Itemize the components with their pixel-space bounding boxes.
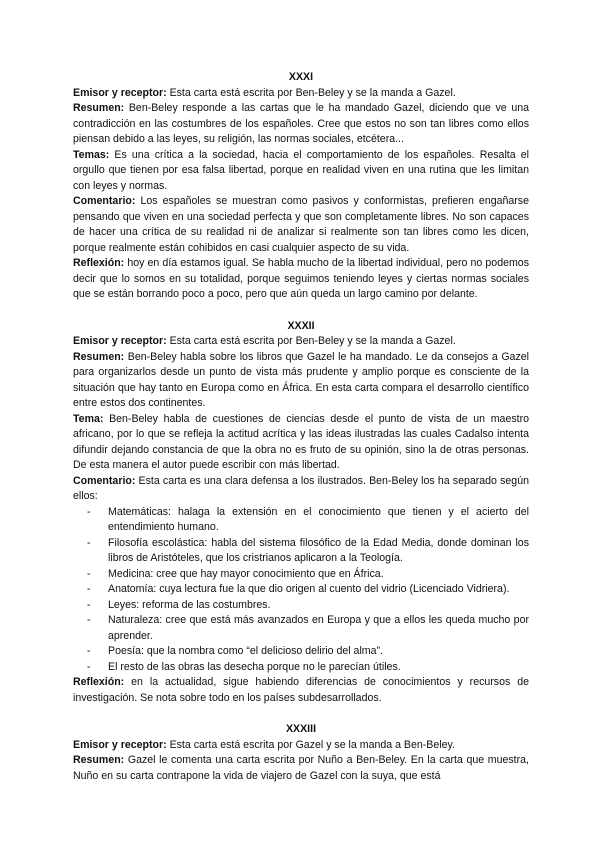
letter-section: Emisor y receptor: Esta carta está escrita por Ben-Beley y se la manda a Gazel. — [73, 86, 456, 99]
list-item: - Leyes: reforma de las costumbres. — [108, 598, 529, 614]
letter-title: XXXI — [288, 71, 314, 83]
list-item: - Filosofía escolástica: habla del sistema filosófico de la Edad Media, donde dominan los libros de Aristóteles, que los cristrianos aplicaron a la Teología. — [108, 536, 529, 567]
letter-section: Emisor y receptor: Esta carta está escrita por Gazel y se la manda a Ben-Beley. — [73, 738, 455, 751]
letter-section: Comentario: Esta carta es una clara defensa a los ilustrados. Ben-Beley los ha separado según ellos: — [73, 474, 529, 502]
letter-title: XXXII — [287, 319, 315, 332]
letter-section: Resumen: Gazel le comenta una carta escrita por Nuño a Ben-Beley. En la carta que muestra, Nuño en su carta contrapone la vida de viajero de Gazel con la suya, que está — [73, 754, 529, 782]
list-item: - Matemáticas: halaga la extensión en el conocimiento que tienen y el acierto del entendimiento humano. — [108, 505, 529, 536]
letter-section: Temas: Es una crítica a la sociedad, hacia el comportamiento de los españoles. Resalta el orgullo que tienen por esa falsa libertad, porque en realidad viven en una rutina que les limitan con leyes y normas. — [73, 148, 529, 192]
list-item: - Naturaleza: cree que está más avanzados en Europa y que a ellos les queda mucho por aprender. — [108, 613, 529, 644]
letter-section: Emisor y receptor: Esta carta está escrita por Ben-Beley y se la manda a Gazel. — [73, 335, 456, 347]
list-item: - El resto de las obras las desecha porque no le parecían útiles. — [108, 660, 529, 676]
list-item: - Medicina: cree que hay mayor conocimiento que en África. — [108, 567, 529, 583]
letter-section: Reflexión: hoy en día estamos igual. Se habla mucho de la libertad individual, pero no podemos decir que lo somos en su totalidad, porque seguimos teniendo leyes y ciertas normas sociales que se están borrando poco a poco, pero que aún queda un largo camino por delante. — [73, 257, 529, 300]
list-item: - Poesía: que la nombra como “el delicioso delirio del alma”. — [108, 644, 529, 660]
letter-section: Resumen: Ben-Beley responde a las cartas que le ha mandado Gazel, diciendo que ve una contradicción en las costumbres de los españoles. Cree que estos no son tan libres como ellos piensan debido a las leyes, su religión, las normas sociales, etcétera... — [73, 102, 529, 145]
list-item: - Anatomía: cuya lectura fue la que dio origen al cuento del vidrio (Licenciado Vidriera). — [108, 582, 529, 598]
letter-section: Reflexión: en la actualidad, sigue habiendo diferencias de conocimientos y recursos de investigación. Se nota sobre todo en los países subdesarrollados. — [73, 676, 529, 704]
letter-section: Tema: Ben-Beley habla de cuestiones de ciencias desde el punto de vista de un maestro africano, por lo que se refleja la actitud acrítica y las ideas ilustradas las cuales Cadalso intenta difundir dejando constancia de que la obra no es fruto de su opinión, sino la de otras personas. De esta manera el autor puede escribir con más libertad. — [73, 412, 529, 471]
letter-section: Comentario: Los españoles se muestran como pasivos y conformistas, prefieren engañarse pensando que viven en una sociedad perfecta y que son completamente libres. No son capaces de hacer una crítica de su realidad ni de analizar si realmente son tan libres como les dicen, porque realmente están cohibidos en casi cualquier aspecto de su vida. — [73, 195, 529, 254]
letter-title: XXXIII — [285, 723, 317, 735]
topic-list — [73, 505, 529, 676]
letter-section: Resumen: Ben-Beley habla sobre los libros que Gazel le ha mandado. Le da consejos a Gazel para organizarlos desde un punto de vista más prudente y amplio porque es consciente de la situación que hay tanto en Europa como en África. En esta carta compara el desarrollo científico entre estos dos continentes. — [73, 350, 529, 409]
document-page — [73, 70, 529, 784]
